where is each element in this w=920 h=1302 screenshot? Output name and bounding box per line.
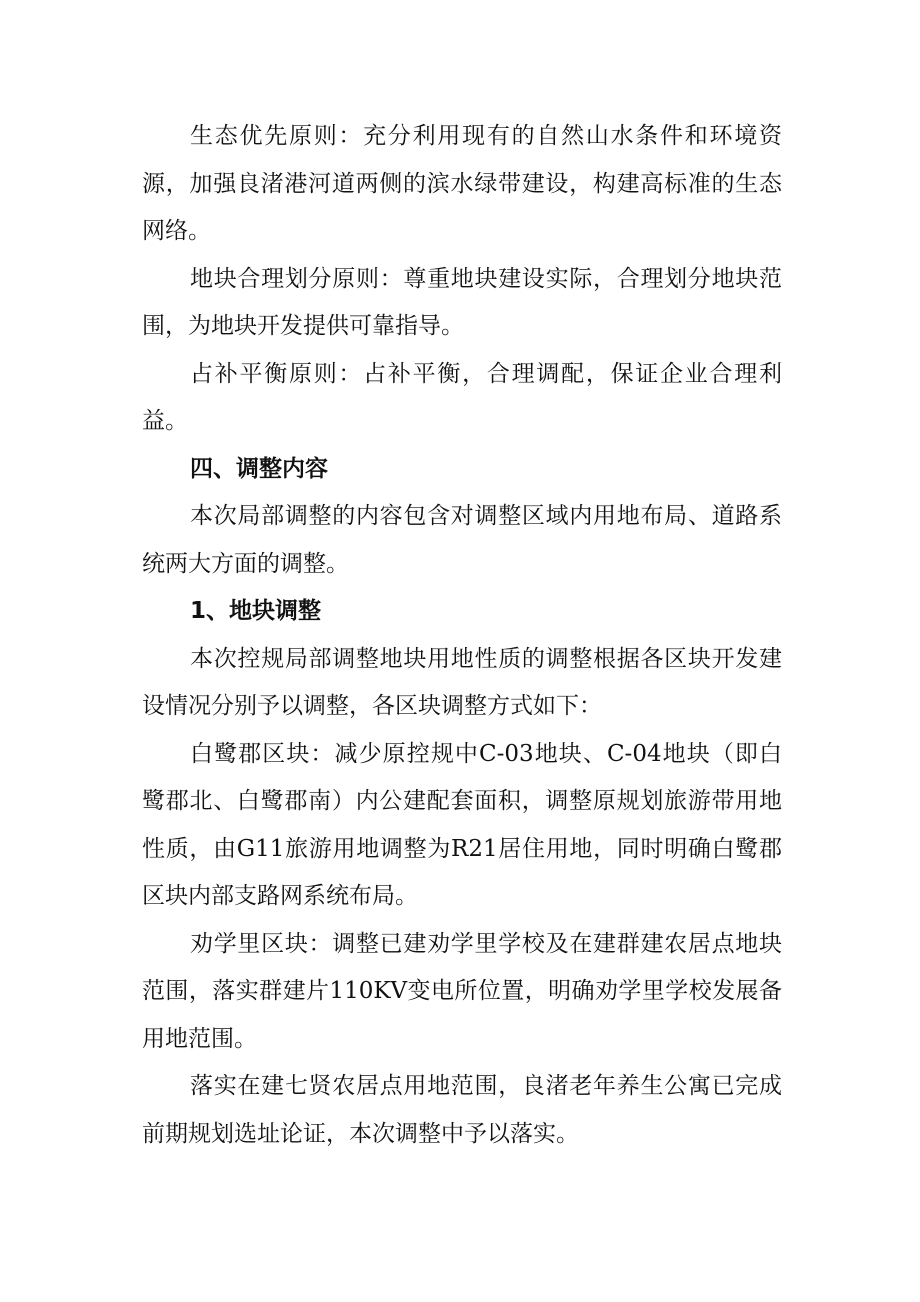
paragraph-plot-division-principle: 地块合理划分原则：尊重地块建设实际，合理划分地块范围，为地块开发提供可靠指导。	[142, 265, 782, 339]
paragraph-plot-adjustment-intro: 本次控规局部调整地块用地性质的调整根据各区块开发建设情况分别予以调整，各区块调整方式如下：	[142, 645, 782, 719]
section-heading-adjustment-content: 四、调整内容	[190, 455, 328, 482]
paragraph-adjustment-scope: 本次局部调整的内容包含对调整区域内用地布局、道路系统两大方面的调整。	[142, 503, 782, 577]
paragraph-balance-principle: 占补平衡原则：占补平衡，合理调配，保证企业合理利益。	[142, 360, 782, 434]
paragraph-qixian-settlement: 落实在建七贤农居点用地范围，良渚老年养生公寓已完成前期规划选址论证，本次调整中予以落实。	[142, 1073, 782, 1147]
paragraph-quanxueli-block: 劝学里区块：调整已建劝学里学校及在建群建农居点地块范围，落实群建片110KV变电所位置，明确劝学里学校发展备用地范围。	[142, 930, 782, 1052]
document-body	[142, 113, 782, 1158]
subsection-heading-plot-adjustment: 1、地块调整	[190, 598, 322, 624]
paragraph-bailujun-block: 白鹭郡区块：减少原控规中C-03地块、C-04地块（即白鹭郡北、白鹭郡南）内公建配套面积，调整原规划旅游带用地性质，由G11旅游用地调整为R21居住用地，同时明确白鹭郡区块内部支路网系统布局。	[142, 740, 782, 909]
paragraph-ecology-principle: 生态优先原则：充分利用现有的自然山水条件和环境资源，加强良渚港河道两侧的滨水绿带建设，构建高标准的生态网络。	[142, 123, 782, 244]
